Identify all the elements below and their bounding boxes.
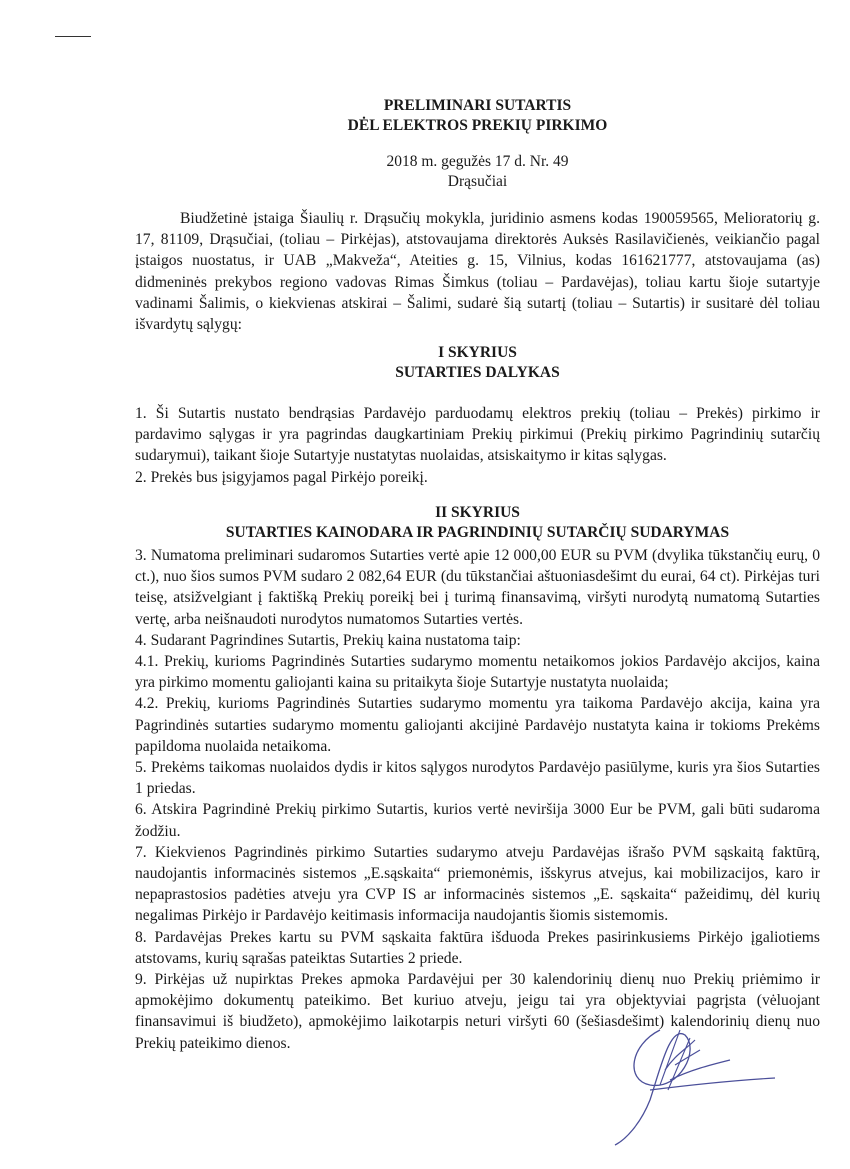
title-line-1: PRELIMINARI SUTARTIS (383, 97, 572, 114)
clause: 8. Pardavėjas Prekes kartu su PVM sąskaita faktūra išduoda Prekes pasirinkusiems Pirkėjo įgaliotiems atstovams, kurių sąrašas pateiktas Sutarties 2 priede. (135, 928, 820, 967)
section-2-heading (135, 503, 820, 543)
section-2-body (135, 545, 820, 1054)
clause: 7. Kiekvienos Pagrindinės pirkimo Sutarties sudarymo atveju Pardavėjas išrašo PVM sąskaitą faktūrą, naudojantis informacinės sistemos „E.sąskaita“ priemonėmis, išskyrus atvejus, kai mobilizacijos, karo ir nepaprastosios padėties atveju yra CVP IS ar informacinės sistemos „E. sąskaita“ pažeidimų, dėl kurių negalimas Pirkėjo ir Pardavėjo keitimasis informacija naudojantis šiomis sistemomis. (135, 843, 820, 925)
clause: 3. Numatoma preliminari sudaromos Sutarties vertė apie 12 000,00 EUR su PVM (dvylika tūkstančių eurų, 0 ct.), nuo šios sumos PVM sudaro 2 082,64 EUR (du tūkstančiai aštuoniasdešimt du eurai, 64 ct). Pirkėjas turi teisę, atsižvelgiant į faktišką Prekių poreikį bei į turimą finansavimą, viršyti nurodytą numatomą Sutarties vertę, arba neišnaudoti nurodytos numatomos Sutarties vertės. (135, 547, 820, 628)
clause: 4.2. Prekių, kurioms Pagrindinės Sutarties sudarymo momentu yra taikoma Pardavėjo akcija, kaina yra Pagrindinės sutarties sudarymo momentu galiojanti akcijinė Pardavėjo nustatyta kaina ir tokioms Prekėms papildoma nuolaida netaikoma. (135, 695, 820, 755)
section-1-body (135, 403, 820, 488)
clause: 5. Prekėms taikomas nuolaidos dydis ir kitos sąlygos nurodytos Pardavėjo pasiūlyme, kuris yra šios Sutarties 1 priedas. (135, 759, 820, 798)
section-1-heading (135, 343, 820, 383)
section-2-title: SUTARTIES KAINODARA IR PAGRINDINIŲ SUTARČIŲ SUDARYMAS (225, 524, 730, 541)
clause: 4. Sudarant Pagrindines Sutartis, Prekių kaina nustatoma taip: (135, 631, 521, 649)
document-title (135, 96, 820, 136)
clause: 2. Prekės bus įsigyjamos pagal Pirkėjo poreikį. (135, 468, 428, 486)
clause: 4.1. Prekių, kurioms Pagrindinės Sutarties sudarymo momentu netaikomos jokios Pardavėjo akcijos, kaina yra pirkimo momentu galiojanti kaina su pritaikyta šioje Sutartyje nustatyta nuolaida; (135, 653, 820, 692)
intro-paragraph (135, 208, 820, 335)
document-meta (135, 152, 820, 192)
place: Drąsučiai (447, 173, 508, 190)
clause: 9. Pirkėjas už nupirktas Prekes apmoka Pardavėjui per 30 kalendorinių dienų nuo Prekių priėmimo ir apmokėjimo dokumentų pateikimo. Bet kuriuo atveju, jeigu tai yra objektyviai pagrįsta (vėluojant finansavimui iš biudžeto), apmokėjimo laikotarpis neturi viršyti 60 (šešiasdešimt) kalendorinių dienų nuo Prekių pateikimo dienos. (135, 971, 820, 1052)
scan-mark (55, 36, 91, 37)
date-number: 2018 m. gegužės 17 d. Nr. 49 (386, 153, 569, 170)
clause: 1. Ši Sutartis nustato bendrąsias Pardavėjo parduodamų elektros prekių (toliau – Prekės) pirkimo ir pardavimo sąlygas ir yra pagrindas daugkartiniam Prekių pirkimui (Prekių pirkimo Pagrindinių sutarčių sudarymui), taikant šioje Sutartyje nustatytas nuolaidas, atsiskaitymo ir kitas sąlygas. (135, 405, 820, 465)
title-line-2: DĖL ELEKTROS PREKIŲ PIRKIMO (347, 117, 608, 134)
signature (590, 1010, 780, 1150)
clause: 6. Atskira Pagrindinė Prekių pirkimo Sutartis, kurios vertė neviršija 3000 Eur be PVM, gali būti sudaroma žodžiu. (135, 801, 820, 840)
section-1-number: I SKYRIUS (438, 344, 517, 361)
section-2-number: II SKYRIUS (435, 504, 520, 521)
section-1-title: SUTARTIES DALYKAS (395, 364, 560, 381)
intro-text: Biudžetinė įstaiga Šiaulių r. Drąsučių mokykla, juridinio asmens kodas 190059565, Melioratorių g. 17, 81109, Drąsučiai, (toliau – Pirkėjas), atstovaujama direktorės Auksės Rasilavičienės, veikiančio pagal įstaigos nuostatus, ir UAB „Makveža“, Ateities g. 15, Vilnius, kodas 161621777, atstovaujama (as) didmeninės prekybos regiono vadovas Rimas Šimkus (toliau – Pardavėjas), toliau kartu šioje sutartyje vadinami Šalimis, o kiekvienas atskirai – Šalimi, sudarė šią sutartį (toliau – Sutartis) ir susitarė dėl toliau išvardytų sąlygų: (135, 210, 820, 334)
